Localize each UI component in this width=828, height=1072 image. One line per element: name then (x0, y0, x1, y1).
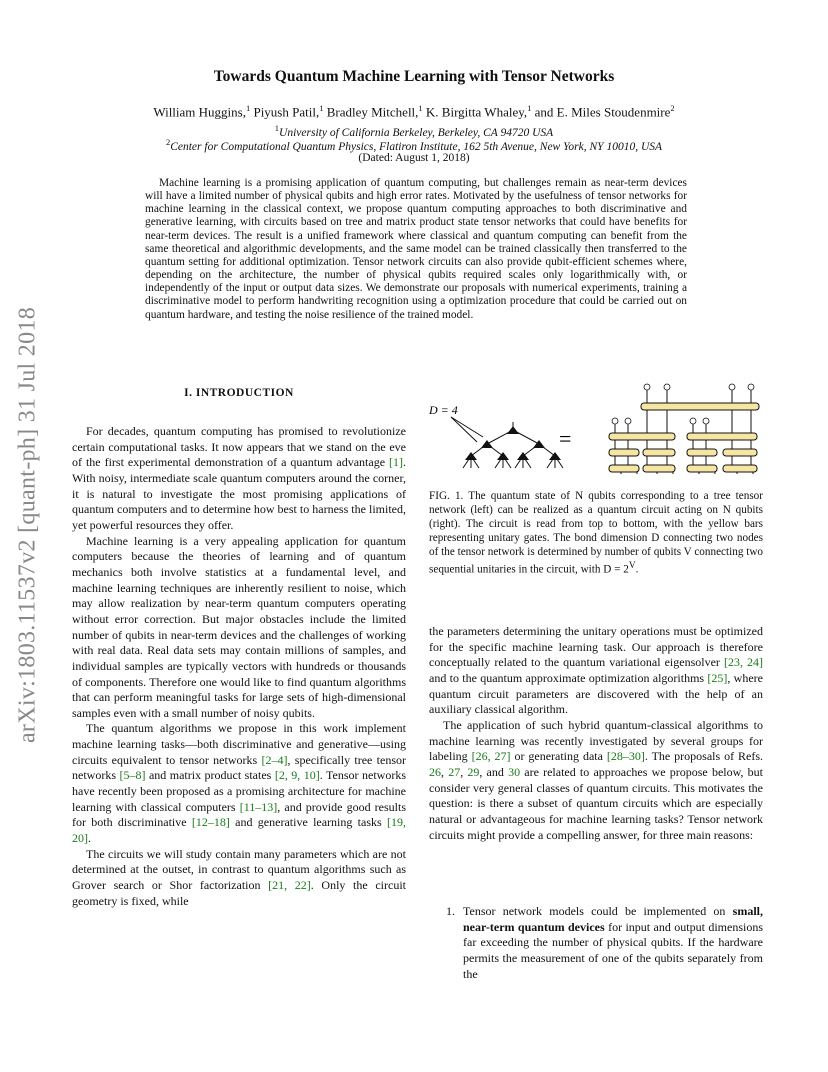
right-column (429, 624, 763, 843)
affil-mark: 2 (165, 137, 171, 147)
citation-link[interactable]: [1] (389, 455, 403, 470)
arxiv-identifier (8, 290, 48, 760)
author-list (0, 103, 828, 120)
text-run: . (88, 831, 91, 846)
citation-link[interactable]: [12–18] (191, 815, 230, 830)
paragraph: Machine learning is a very appealing application for quantum computers because the theories of learning and of quantum mechanics both involve statistics at a fundamental level, and machine learning techniques are inherently resilient to noise, which may allow realization by near-term quantum computers operating without error correction. But major obstacles include the limited number of qubits in near-term devices and the challenges of working with real data. Real data sets may contain millions of samples, and individual samples are typically vectors with hundreds or thousands of components. Therefore one would like to find quantum algorithms that can perform meaningful tasks for large sets of high-dimensional samples even with a small number of noisy qubits. (72, 533, 406, 720)
citation-link[interactable]: [21, 22] (268, 878, 311, 893)
citation-link[interactable]: [11–13] (239, 799, 278, 814)
paper-title: Towards Quantum Machine Learning with Tensor Networks (213, 68, 615, 85)
text-run: The circuits we will study contain many parameters which are not determined at the outset, in contrast to quantum algorithms such as Grover search or Shor factorization (72, 846, 406, 893)
dated-line: (Dated: August 1, 2018) (358, 152, 470, 164)
citation-link[interactable]: 30 (508, 764, 521, 779)
citation-link[interactable]: [28–30] (606, 749, 645, 764)
paragraph (429, 718, 763, 843)
text-run: , (441, 764, 449, 779)
tensor-network-diagram (425, 380, 765, 480)
abstract: Machine learning is a promising application of quantum computing, but challenges remain as near-term devices will have a limited number of physical qubits and high error rates. Motivated by the usefulness of tensor networks for machine learning in the classical context, we propose quantum computing approaches to both discriminative and generative learning, with circuits based on tree and matrix product state tensor networks that could have benefits for near-term devices. The result is a unified framework where classical and quantum computing can benefit from the same theoretical and algorithmic developments, and the same model can be trained classically then transferred to the quantum setting for additional optimization. Tensor network circuits can also provide qubit-efficient schemes where, depending on the architecture, the number of physical qubits required scales only logarithmically with, or independently of the input or output data sizes. We demonstrate our proposals with numerical experiments, training a discriminative model to perform handwriting recognition using a optimization procedure that could be carried out on quantum hardware, and testing the noise resilience of the trained model. (145, 177, 687, 321)
text-run: for input and output dimensions far exceeding the number of physical qubits. If the hardware permits the measurement of one of the qubits separately from the (463, 919, 763, 981)
text-run: the parameters determining the unitary operations must be optimized for the specific machine learning task. Our approach is therefore conceptually related to the quantum variational eigensolver (429, 624, 763, 670)
text-run: The quantum algorithms we propose in this work implement machine learning tasks—both discriminative and generative—using circuits equivalent to tensor networks (72, 721, 406, 767)
unitary-gates (609, 403, 759, 472)
text-run: . Tensor networks have recently been proposed as a promising architecture for machine learning with classical computers (72, 768, 406, 814)
left-column (72, 424, 406, 909)
text-run: For decades, quantum computing has promised to revolutionize certain computational tasks. It now appears that we stand on the eve of the first experimental demonstration of a quantum advantage (72, 424, 406, 470)
equals-sign: = (559, 426, 572, 451)
caption-superscript: V (628, 561, 636, 572)
text-run: and matrix product states (145, 768, 275, 783)
arxiv-id-text: arXiv:1803.11537v2 [quant-ph] 31 Jul 2018 (14, 306, 41, 744)
section-heading: I. INTRODUCTION (184, 387, 294, 399)
caption-text: FIG. 1. The quantum state of N qubits corresponding to a tree tensor network (left) can be realized as a quantum circuit acting on N qubits (right). The circuit is read from top to bottom, with the yellow bars representing unitary gates. The bond dimension D connecting two nodes of the tensor network is determined by number of qubits V connecting two sequential unitaries in the circuit, with D = 2 (429, 490, 763, 577)
citation-link[interactable]: [2–4] (261, 752, 288, 767)
citation-link[interactable]: [25] (707, 670, 728, 685)
citation-link[interactable]: 27 (448, 764, 461, 779)
citation-link[interactable]: [5–8] (119, 768, 146, 783)
bond-dimension-label: D = 4 (429, 403, 458, 417)
affil-mark: 1 (274, 123, 280, 133)
affiliation-2 (0, 137, 828, 153)
caption-end: . (635, 564, 639, 577)
citation-link[interactable]: [23, 24] (723, 655, 763, 670)
author: Piyush Patil, (253, 104, 320, 120)
text-run: , and provide good results for both discriminative (72, 799, 406, 830)
figure-1 (425, 380, 765, 480)
paragraph (72, 424, 406, 534)
list-item (463, 904, 763, 982)
author: Bradley Mitchell, (326, 104, 419, 120)
paragraph (72, 721, 406, 846)
author-affil-mark: 1 (245, 103, 251, 113)
text-run: Tensor network models could be implemented on (463, 904, 733, 918)
tree-tensor-network (451, 417, 563, 468)
text-run: , specifically tree tensor networks (72, 752, 406, 783)
paragraph (72, 847, 406, 910)
text-run: . With noisy, intermediate scale quantum computers around the corner, it is natural to investigate the most promising applications of quantum computers and to determine how best to harness the limited, yet powerful resources they offer. (72, 455, 406, 532)
citation-link[interactable]: [19, 20] (72, 815, 406, 846)
paragraph (429, 624, 763, 718)
text-run: , and (479, 764, 509, 779)
text-run: , (460, 764, 468, 779)
citation-link[interactable]: [26, 27] (471, 749, 511, 764)
author-affil-mark: 1 (527, 103, 532, 113)
affil-text: Center for Computational Quantum Physics, Flatiron Institute, 162 5th Avenue, New York, NY 10010, USA (170, 140, 663, 153)
author: and E. Miles Stoudenmire (534, 104, 671, 120)
tree-nodes (465, 426, 561, 460)
author: William Huggins, (153, 104, 246, 120)
bold-text: small, near-term quantum devices (463, 904, 763, 934)
text-run: and generative learning tasks (229, 815, 387, 830)
citation-link[interactable]: [2, 9, 10] (274, 768, 320, 783)
figure-caption (429, 489, 763, 577)
list-number: 1. (446, 904, 455, 918)
author: K. Birgitta Whaley, (425, 104, 528, 120)
affil-text: University of California Berkeley, Berkeley, CA 94720 USA (279, 126, 554, 139)
text-run: are related to approaches we propose below, but consider very general classes of quantum circuits. This motivates the question: is there a subset of quantum circuits which are especially natural or advantageous for machine learning tasks? Tensor network circuits might provide a compelling answer, for three main reasons: (429, 764, 764, 842)
author-affil-mark: 1 (418, 103, 423, 113)
numbered-list (446, 904, 763, 982)
text-run: or generating data (510, 749, 607, 764)
text-run: . The proposals of Refs. (644, 749, 763, 764)
author-affil-mark: 2 (670, 103, 675, 113)
text-run: The application of such hybrid quantum-classical algorithms to machine learning was recently investigated by several groups for labeling (429, 717, 763, 764)
citation-link[interactable]: 26 (429, 764, 441, 779)
citation-link[interactable]: 29 (467, 764, 480, 779)
author-affil-mark: 1 (319, 103, 324, 113)
text-run: , where quantum circuit parameters are discovered with the help of an auxiliary classical algorithm. (429, 670, 763, 717)
text-run: . Only the circuit geometry is fixed, while (72, 878, 406, 908)
text-run: and to the quantum approximate optimization algorithms (429, 670, 708, 685)
